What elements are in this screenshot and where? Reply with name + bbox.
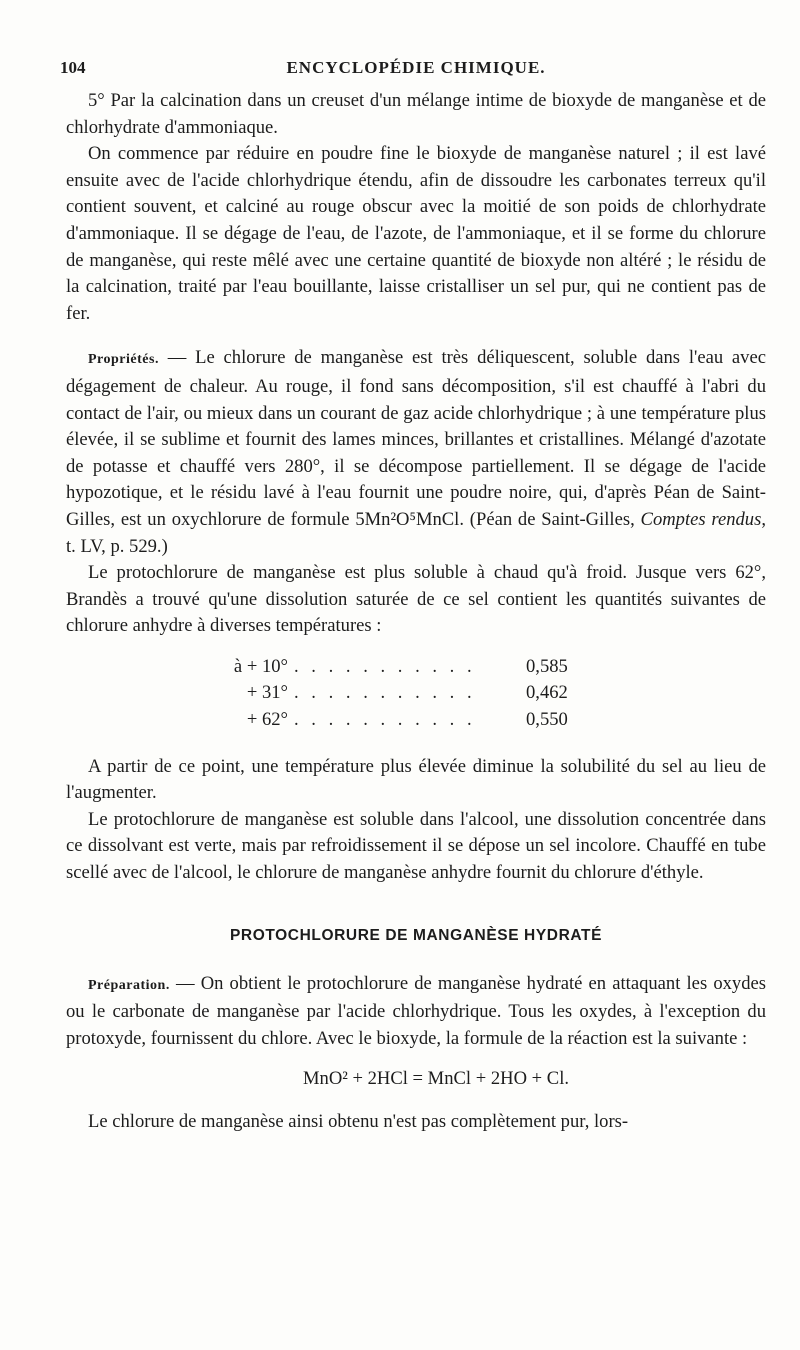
leader-dots: . . . . . . . . . . . (294, 655, 476, 677)
citation-tail: , t. LV, p. 529.) (66, 508, 767, 557)
table-row (66, 680, 766, 707)
preparation-label: Préparation. (88, 977, 170, 993)
value-cell: 0,550 (526, 709, 568, 731)
preparation-text: — On obtient le protochlorure de manganèse hydraté en attaquant les oxydes ou le carbonate de manganèse par l'acide chlorhydrique. Tous les oxydes, à l'exception du protoxyde, fournissent du chlore. Avec le bioxyde, la formule de la réaction est la suivante : (66, 972, 766, 1049)
value-cell: 0,585 (526, 655, 568, 677)
page (60, 58, 767, 1136)
temperature-cell: + 62° (246, 709, 288, 731)
value-cell: 0,462 (526, 682, 568, 704)
properties-citation-open: . (Péan de Saint-Gilles, (459, 508, 641, 530)
citation-title: Comptes rendus (640, 508, 762, 530)
spacer (66, 327, 766, 345)
table-row (66, 707, 766, 734)
temperature-cell: à + 10° (233, 655, 288, 677)
properties-text: — Le chlorure de manganèse est très déliquescent, soluble dans l'eau avec dégagement de chaleur. Au rouge, il fond sans décomposition, s'il est chauffé à l'abri du contact de l'air, ou mieux dans un courant de gaz acide chlorhydrique ; à une température plus élevée, il se sublime et fournit des lames minces, brillantes et cristallines. Mélangé d'azotate de potasse et chauffé vers 280°, il se décompose partiellement. Il se dégage de l'acide hypozotique, et le résidu lavé à l'eau fournit une poudre noire, qui, d'après Péan de Saint-Gilles, est un oxychlorure de formule (66, 347, 766, 530)
leader-dots: . . . . . . . . . . . (294, 709, 476, 731)
page-number: 104 (60, 58, 86, 77)
closing-paragraph: Le chlorure de manganèse ainsi obtenu n'est pas complètement pur, lors- (88, 1111, 629, 1132)
reaction-equation: MnO² + 2HCl = MnCl + 2HO + Cl. (302, 1068, 570, 1090)
solubility-table (66, 654, 766, 734)
running-title: ENCYCLOPÉDIE CHIMIQUE. (286, 58, 546, 77)
page-header (60, 58, 766, 88)
temperature-cell: + 31° (246, 682, 288, 704)
leader-dots: . . . . . . . . . . . (294, 682, 476, 704)
solubility-intro-paragraph: Le protochlorure de manganèse est plus soluble à chaud qu'à froid. Jusque vers 62°, Brandès a trouvé qu'une dissolution saturée de ce sel contient les quantités suivantes de chlorure anhydre à diverses températures : (66, 562, 766, 637)
method-5-detail-paragraph: On commence par réduire en poudre fine le bioxyde de manganèse naturel ; il est lavé ensuite avec de l'acide chlorhydrique étendu, afin de dissoudre les carbonates terreux qu'il contient souvent, et calciné au rouge obscur avec la moitié de son poids de chlorhydrate d'ammoniaque. Il se dégage de l'eau, de l'azote, de l'ammoniaque, et il se forme du chlorure de manganèse, qui reste mêlé avec une certaine quantité de bioxyde non altéré ; le résidu de la calcination, traité par l'eau bouillante, laisse cristalliser un sel pur, qui ne contient pas de fer. (66, 143, 766, 324)
method-5-paragraph: 5° Par la calcination dans un creuset d'un mélange intime de bioxyde de manganèse et de chlorhydrate d'ammoniaque. (66, 90, 766, 138)
preparation-paragraph (66, 971, 766, 1053)
table-row (66, 654, 766, 681)
oxychloride-formula: 5Mn²O⁵MnCl (355, 508, 460, 530)
alcohol-paragraph: Le protochlorure de manganèse est soluble dans l'alcool, une dissolution concentrée dans ce dissolvant est verte, mais par refroidissement il se dépose un sel incolore. Chauffé en tube scellé avec de l'alcool, le chlorure de manganèse anhydre fournit du chlorure d'éthyle. (66, 808, 766, 884)
section-title: PROTOCHLORURE DE MANGANÈSE HYDRATÉ (229, 926, 603, 944)
properties-label: Propriétés. (88, 352, 159, 368)
solubility-note-paragraph: A partir de ce point, une température plus élevée diminue la solubilité du sel au lieu de l'augmenter. (66, 755, 766, 804)
properties-paragraph (66, 345, 766, 560)
